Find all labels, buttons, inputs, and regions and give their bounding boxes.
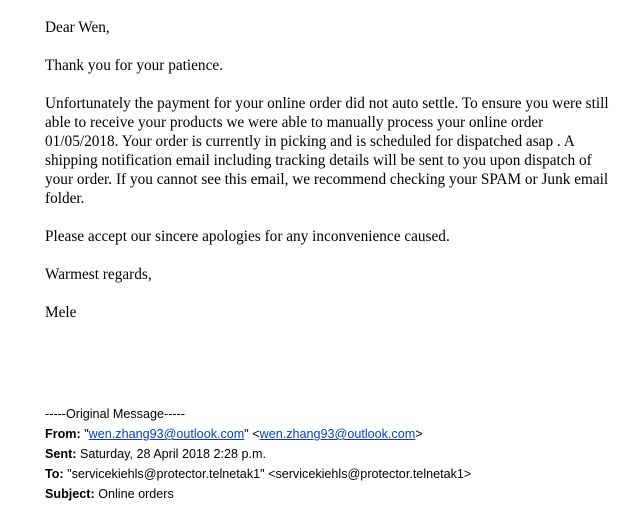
from-quote-close: " <: [244, 427, 260, 441]
from-email-link[interactable]: wen.zhang93@outlook.com: [259, 427, 416, 441]
from-label: From:: [45, 427, 81, 441]
email-signature: Mele: [45, 304, 77, 321]
from-close: >: [415, 427, 423, 441]
original-message-header: -----Original Message-----: [45, 407, 185, 421]
email-paragraph-thanks: Thank you for your patience.: [45, 57, 223, 74]
from-row: [45, 424, 620, 444]
from-quote-open: ": [84, 427, 89, 441]
subject-label: Subject:: [45, 487, 95, 501]
email-body: [45, 18, 620, 322]
email-paragraph-order: Unfortunately the payment for your online order did not auto settle. To ensure you were still able to receive your products we were able to manually process your online order 01/05/2018. Your order is currently in picking and is scheduled for dispatched asap . A shipping notification email including tracking details will be sent to you upon dispatch of your order. If you cannot see this email, we recommend checking your SPAM or Junk email folder.: [45, 95, 609, 207]
email-paragraph-apology: Please accept our sincere apologies for any inconvenience caused.: [45, 228, 450, 245]
from-name-link[interactable]: wen.zhang93@outlook.com: [88, 427, 245, 441]
subject-row: [45, 484, 620, 504]
sent-label: Sent:: [45, 447, 77, 461]
to-value: "servicekiehls@protector.telnetak1" <servicekiehls@protector.telnetak1>: [67, 467, 472, 481]
subject-value: Online orders: [98, 487, 174, 501]
to-row: [45, 464, 620, 484]
original-message-block: [45, 404, 620, 504]
email-greeting: Dear Wen,: [45, 19, 110, 36]
sent-value: Saturday, 28 April 2018 2:28 p.m.: [79, 447, 266, 461]
to-label: To:: [45, 467, 64, 481]
email-closing: Warmest regards,: [45, 266, 152, 283]
sent-row: [45, 444, 620, 464]
